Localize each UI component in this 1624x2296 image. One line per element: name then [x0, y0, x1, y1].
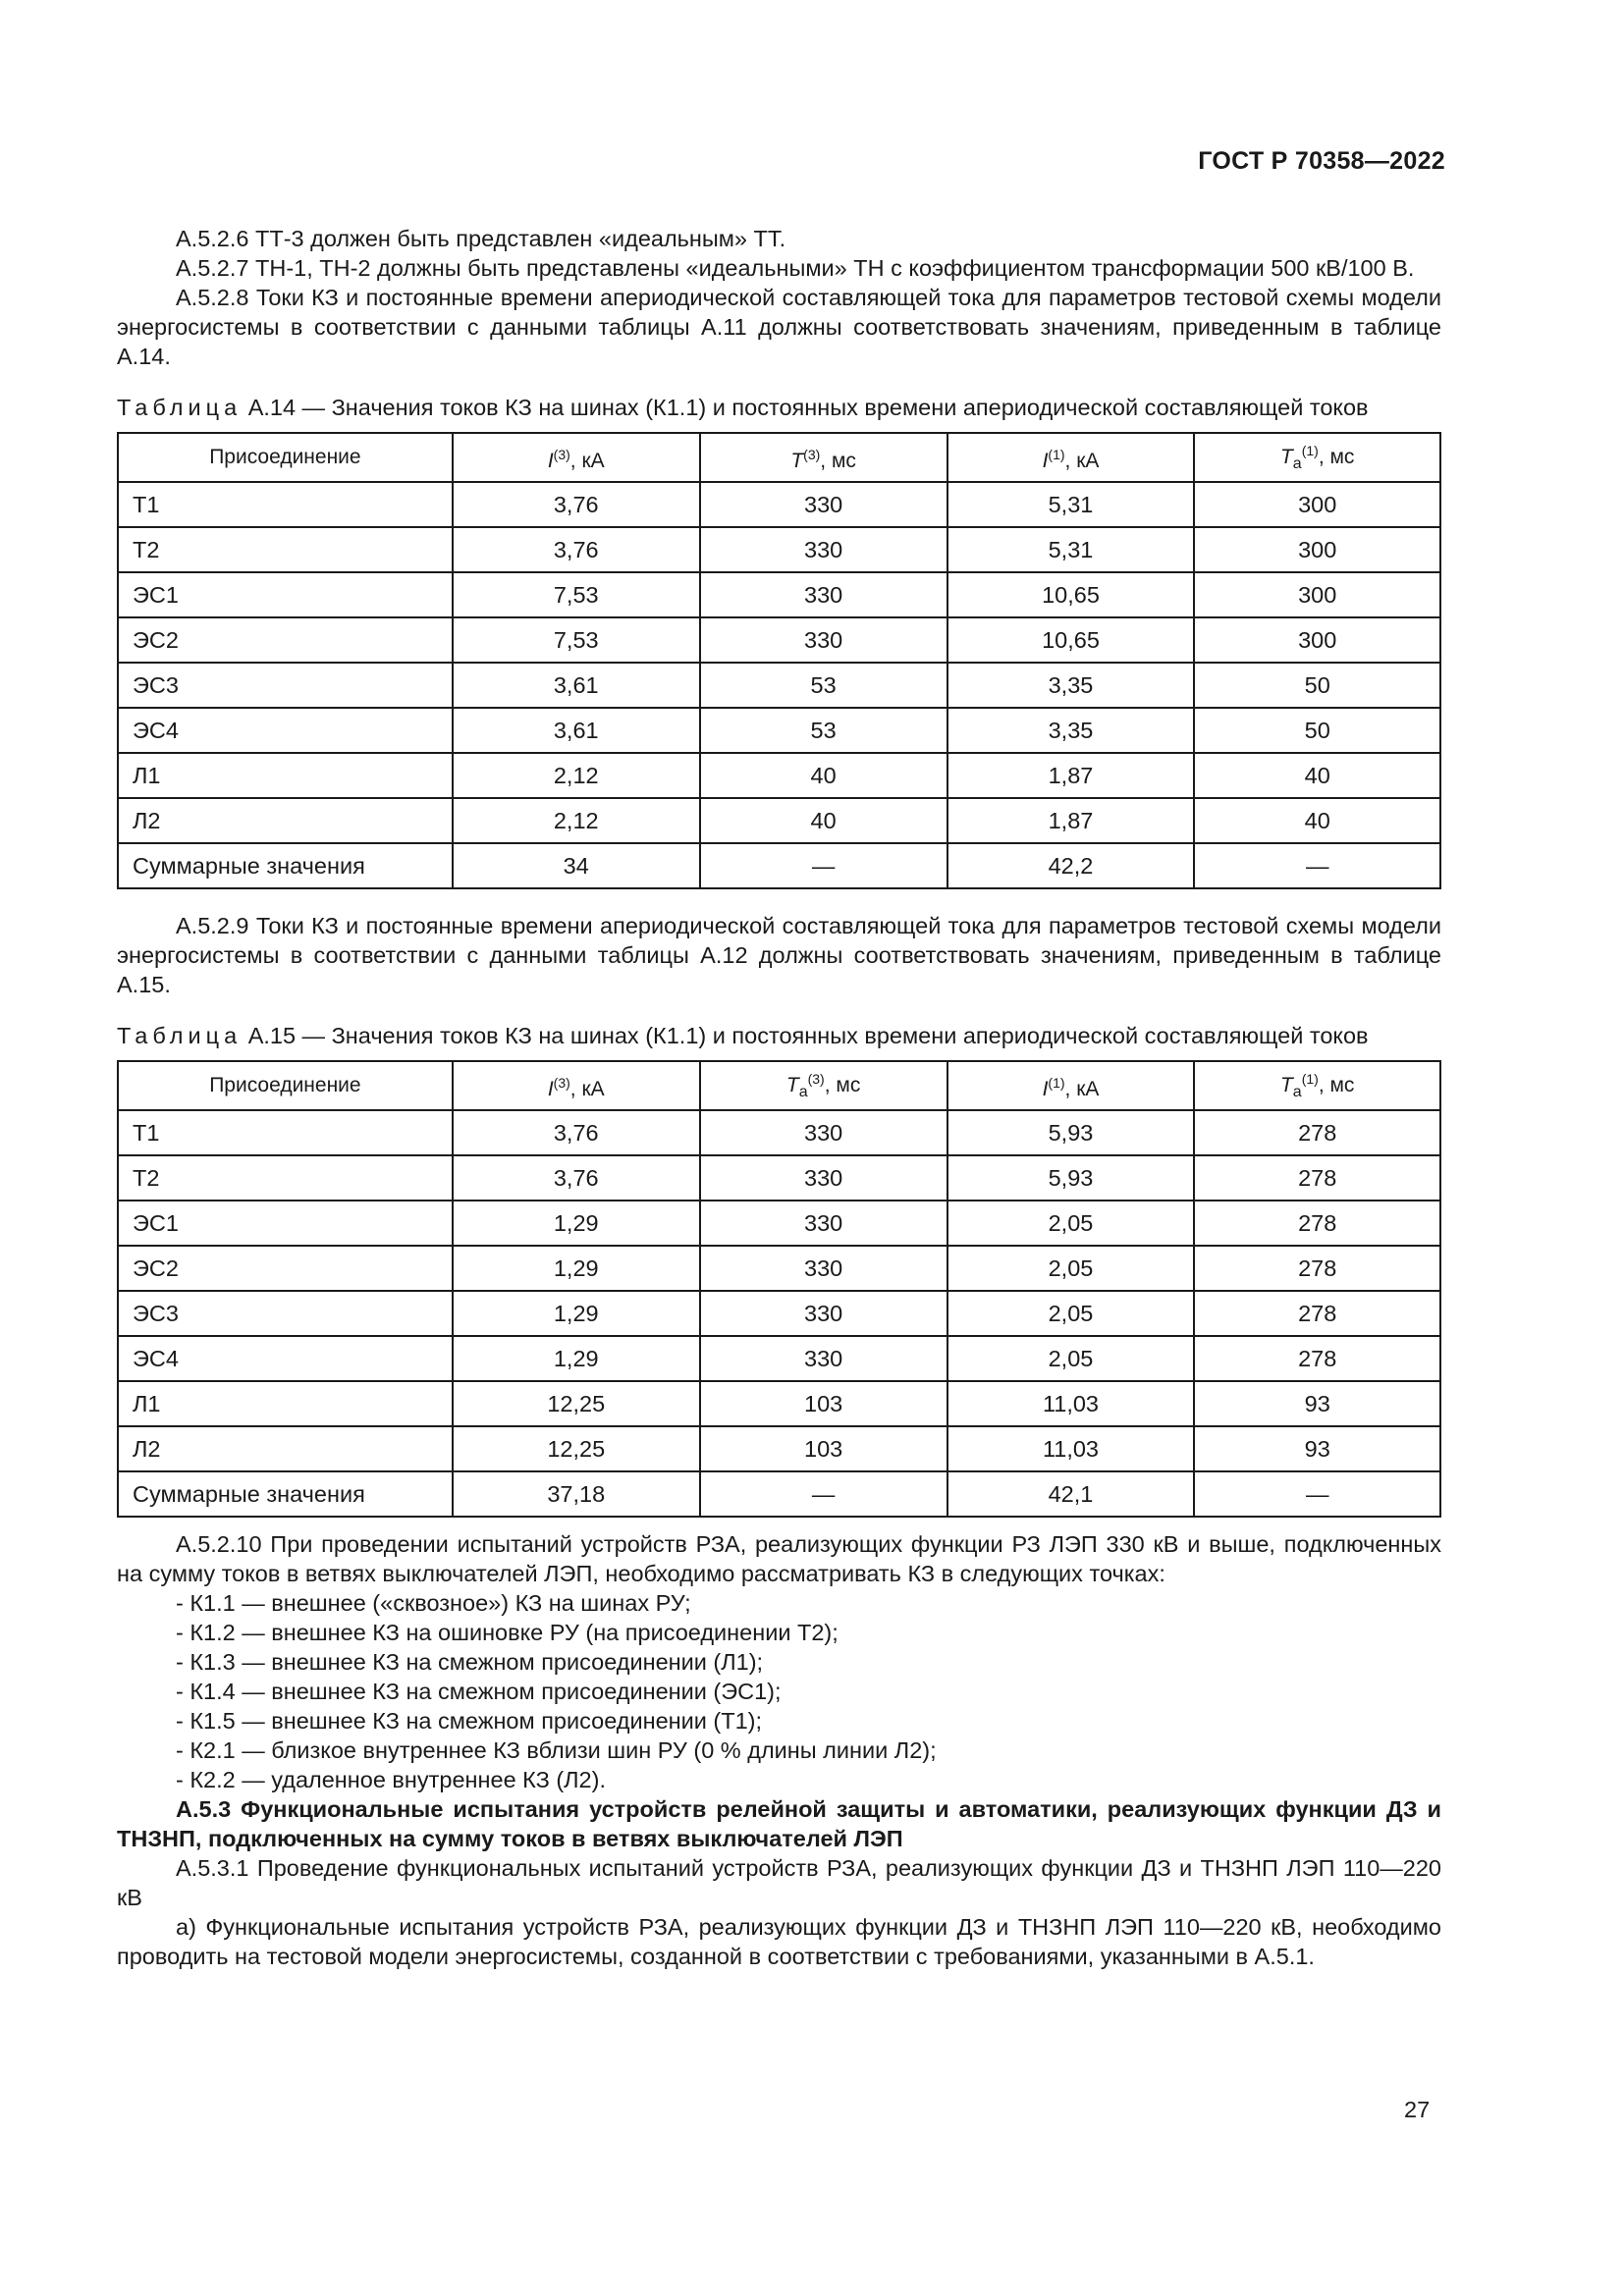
t3-cell: 330: [700, 1155, 947, 1201]
i1-cell: 2,05: [947, 1291, 1195, 1336]
ta1-cell: 278: [1194, 1246, 1440, 1291]
connection-cell: Т2: [118, 527, 453, 572]
t3-cell: 53: [700, 663, 947, 708]
table-row: [118, 1471, 1440, 1517]
i3-cell: 1,29: [453, 1336, 700, 1381]
i1-cell: 3,35: [947, 708, 1195, 753]
t3-cell: 330: [700, 1246, 947, 1291]
paragraph-a531: А.5.3.1 Проведение функциональных испытаний устройств РЗА, реализующих функции ДЗ и ТНЗНП ЛЭП 110—220 кВ: [117, 1855, 1441, 1910]
connection-cell: ЭС1: [118, 1201, 453, 1246]
connection-cell: ЭС2: [118, 617, 453, 663]
i1-cell: 10,65: [947, 572, 1195, 617]
paragraph-a527: А.5.2.7 ТН-1, ТН-2 должны быть представлены «идеальными» ТН с коэффициентом трансформации 500 кВ/100 В.: [176, 255, 1415, 281]
ta1-cell: 278: [1194, 1201, 1440, 1246]
table-a14: [117, 432, 1441, 889]
ta1-cell: 278: [1194, 1155, 1440, 1201]
ta1-cell: 300: [1194, 617, 1440, 663]
connection-cell: Л2: [118, 798, 453, 843]
i3-cell: 3,76: [453, 1110, 700, 1155]
t3-cell: —: [700, 843, 947, 888]
table-row: [118, 663, 1440, 708]
connection-cell: Т1: [118, 1110, 453, 1155]
ta1-cell: —: [1194, 843, 1440, 888]
table-row: [118, 753, 1440, 798]
paragraph-a529: А.5.2.9 Токи КЗ и постоянные времени апериодической составляющей тока для параметров тестовой схемы модели энергосистемы в соответствии с данными таблицы А.12 должны соответствовать значениям, приведенным в таблице А.15.: [117, 913, 1441, 997]
header-i3: $I^{(3)}$, кА: [453, 1061, 700, 1110]
i3-cell: 7,53: [453, 617, 700, 663]
i3-cell: 3,76: [453, 527, 700, 572]
i1-cell: 5,93: [947, 1155, 1195, 1201]
i3-cell: 3,76: [453, 1155, 700, 1201]
list-item-k13: - К1.3 — внешнее КЗ на смежном присоединении (Л1);: [176, 1649, 764, 1675]
connection-cell: Л2: [118, 1426, 453, 1471]
table-row: [118, 1110, 1440, 1155]
connection-cell: ЭС2: [118, 1246, 453, 1291]
table-a15-body: [118, 1110, 1440, 1517]
i1-cell: 5,93: [947, 1110, 1195, 1155]
i1-cell: 1,87: [947, 798, 1195, 843]
i1-cell: 1,87: [947, 753, 1195, 798]
i1-cell: 11,03: [947, 1381, 1195, 1426]
i3-cell: 12,25: [453, 1381, 700, 1426]
header-i1: $I^{(1)}$, кА: [947, 433, 1195, 482]
table-row: [118, 843, 1440, 888]
table-row: [118, 1246, 1440, 1291]
header-ta1: $T_a^{(1)}$, мс: [1194, 1061, 1440, 1110]
table-caption-lead: Таблица: [117, 395, 243, 420]
table-caption-lead: Таблица: [117, 1023, 243, 1048]
page-number: 27: [1404, 2097, 1431, 2122]
header-connection: Присоединение: [118, 433, 453, 482]
table-row: [118, 1155, 1440, 1201]
connection-cell: ЭС1: [118, 572, 453, 617]
i1-cell: 42,1: [947, 1471, 1195, 1517]
connection-cell: Суммарные значения: [118, 843, 453, 888]
table-row: [118, 1381, 1440, 1426]
table-a14-caption: [117, 393, 1441, 422]
ta1-cell: —: [1194, 1471, 1440, 1517]
ta1-cell: 40: [1194, 753, 1440, 798]
t3-cell: 40: [700, 798, 947, 843]
i1-cell: 10,65: [947, 617, 1195, 663]
i1-cell: 3,35: [947, 663, 1195, 708]
i1-cell: 2,05: [947, 1246, 1195, 1291]
list-item-k15: - К1.5 — внешнее КЗ на смежном присоединении (Т1);: [176, 1708, 763, 1734]
document-id: ГОСТ Р 70358—2022: [1198, 147, 1445, 175]
header-i3: $I^{(3)}$, кА: [453, 433, 700, 482]
table-row: [118, 1201, 1440, 1246]
t3-cell: 330: [700, 482, 947, 527]
i3-cell: 1,29: [453, 1246, 700, 1291]
connection-cell: Л1: [118, 753, 453, 798]
table-row: [118, 572, 1440, 617]
ta1-cell: 50: [1194, 708, 1440, 753]
ta1-cell: 300: [1194, 482, 1440, 527]
t3-cell: 330: [700, 572, 947, 617]
paragraph-a5210: А.5.2.10 При проведении испытаний устройств РЗА, реализующих функции РЗ ЛЭП 330 кВ и выше, подключенных на сумму токов в ветвях выключателей ЛЭП, необходимо рассматривать КЗ в следующих точках:: [117, 1531, 1441, 1586]
ta1-cell: 50: [1194, 663, 1440, 708]
ta1-cell: 300: [1194, 572, 1440, 617]
connection-cell: ЭС4: [118, 1336, 453, 1381]
i3-cell: 7,53: [453, 572, 700, 617]
header-connection: Присоединение: [118, 1061, 453, 1110]
t3-cell: 330: [700, 617, 947, 663]
table-row: [118, 527, 1440, 572]
i3-cell: 1,29: [453, 1201, 700, 1246]
table-a14-body: [118, 482, 1440, 888]
table-row: [118, 1336, 1440, 1381]
list-item-k21: - К2.1 — близкое внутреннее КЗ вблизи шин РУ (0 % длины линии Л2);: [176, 1737, 937, 1763]
connection-cell: Т2: [118, 1155, 453, 1201]
i3-cell: 1,29: [453, 1291, 700, 1336]
page-content: [117, 224, 1441, 1971]
section-heading-a53: А.5.3 Функциональные испытания устройств релейной защиты и автоматики, реализующих функции ДЗ и ТНЗНП, подключенных на сумму токов в ветвях выключателей ЛЭП: [117, 1796, 1441, 1851]
connection-cell: ЭС3: [118, 663, 453, 708]
table-a15: [117, 1060, 1441, 1518]
i3-cell: 37,18: [453, 1471, 700, 1517]
list-item-k11: - К1.1 — внешнее («сквозное») КЗ на шинах РУ;: [176, 1590, 691, 1616]
connection-cell: Суммарные значения: [118, 1471, 453, 1517]
t3-cell: 330: [700, 1336, 947, 1381]
table-a15-caption: [117, 1021, 1441, 1050]
i3-cell: 3,61: [453, 663, 700, 708]
i3-cell: 3,61: [453, 708, 700, 753]
table-row: [118, 617, 1440, 663]
paragraph-a528: А.5.2.8 Токи КЗ и постоянные времени апериодической составляющей тока для параметров тестовой схемы модели энергосистемы в соответствии с данными таблицы А.11 должны соответствовать значениям, приведенным в таблице А.14.: [117, 285, 1441, 369]
t3-cell: 40: [700, 753, 947, 798]
table-row: [118, 1426, 1440, 1471]
t3-cell: 53: [700, 708, 947, 753]
paragraph-a531a: а) Функциональные испытания устройств РЗА, реализующих функции ДЗ и ТНЗНП ЛЭП 110—220 кВ, необходимо проводить на тестовой модели энергосистемы, созданной в соответствии с требованиями, указанными в А.5.1.: [117, 1914, 1441, 1969]
i1-cell: 11,03: [947, 1426, 1195, 1471]
i1-cell: 5,31: [947, 527, 1195, 572]
table-row: [118, 1291, 1440, 1336]
table-row: [118, 482, 1440, 527]
table-row: [118, 708, 1440, 753]
t3-cell: 103: [700, 1426, 947, 1471]
connection-cell: ЭС4: [118, 708, 453, 753]
i3-cell: 2,12: [453, 753, 700, 798]
table-caption-text: А.15 — Значения токов КЗ на шинах (К1.1) и постоянных времени апериодической составляющей токов: [247, 1023, 1369, 1048]
t3-cell: 330: [700, 527, 947, 572]
i1-cell: 42,2: [947, 843, 1195, 888]
i3-cell: 2,12: [453, 798, 700, 843]
header-t3: $T^{(3)}$, мс: [700, 433, 947, 482]
header-i1: $I^{(1)}$, кА: [947, 1061, 1195, 1110]
i1-cell: 2,05: [947, 1201, 1195, 1246]
ta1-cell: 40: [1194, 798, 1440, 843]
header-ta3: $T_a^{(3)}$, мс: [700, 1061, 947, 1110]
i3-cell: 12,25: [453, 1426, 700, 1471]
table-row: [118, 798, 1440, 843]
t3-cell: 103: [700, 1381, 947, 1426]
connection-cell: Л1: [118, 1381, 453, 1426]
t3-cell: —: [700, 1471, 947, 1517]
i1-cell: 2,05: [947, 1336, 1195, 1381]
ta1-cell: 278: [1194, 1110, 1440, 1155]
ta1-cell: 278: [1194, 1291, 1440, 1336]
i3-cell: 3,76: [453, 482, 700, 527]
ta1-cell: 300: [1194, 527, 1440, 572]
t3-cell: 330: [700, 1291, 947, 1336]
list-item-k22: - К2.2 — удаленное внутреннее КЗ (Л2).: [176, 1767, 606, 1792]
t3-cell: 330: [700, 1110, 947, 1155]
table-header-row: [118, 1061, 1440, 1110]
t3-cell: 330: [700, 1201, 947, 1246]
paragraph-a526: А.5.2.6 ТТ-3 должен быть представлен «идеальным» ТТ.: [176, 226, 786, 251]
ta1-cell: 278: [1194, 1336, 1440, 1381]
list-item-k12: - К1.2 — внешнее КЗ на ошиновке РУ (на присоединении Т2);: [176, 1620, 839, 1645]
list-item-k14: - К1.4 — внешнее КЗ на смежном присоединении (ЭС1);: [176, 1679, 782, 1704]
table-header-row: [118, 433, 1440, 482]
header-ta1: $T_a^{(1)}$, мс: [1194, 433, 1440, 482]
table-caption-text: А.14 — Значения токов КЗ на шинах (К1.1) и постоянных времени апериодической составляющей токов: [247, 395, 1369, 420]
connection-cell: ЭС3: [118, 1291, 453, 1336]
ta1-cell: 93: [1194, 1426, 1440, 1471]
connection-cell: Т1: [118, 482, 453, 527]
i3-cell: 34: [453, 843, 700, 888]
i1-cell: 5,31: [947, 482, 1195, 527]
ta1-cell: 93: [1194, 1381, 1440, 1426]
